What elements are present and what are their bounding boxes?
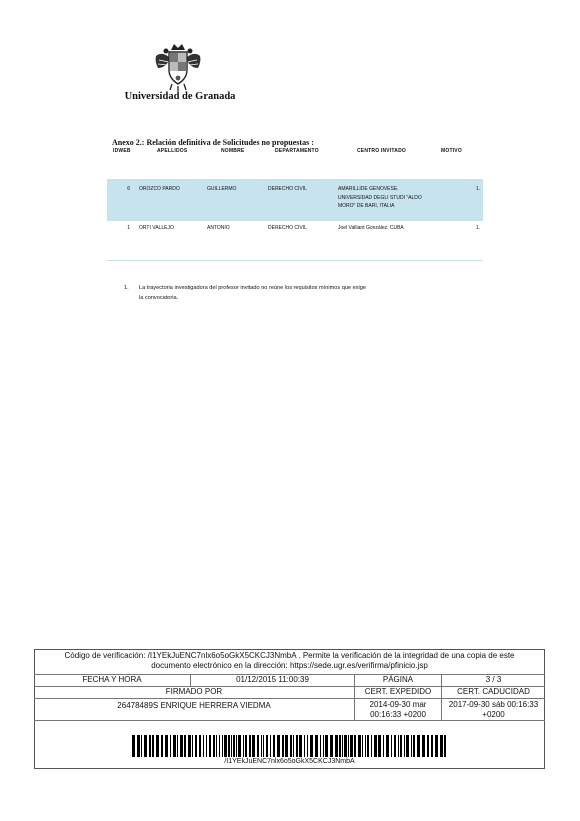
column-header-centro: CENTRO INVITADO — [357, 148, 407, 154]
row-2-nombre: ANTONIO — [207, 225, 230, 231]
firmado-value: 26478489S ENRIQUE HERRERA VIEDMA — [117, 701, 271, 710]
expedido-line: 2014-09-30 mar — [369, 700, 427, 709]
barcode-icon — [132, 735, 447, 757]
fecha-label: FECHA Y HORA — [82, 675, 142, 684]
note-line: la convocatoria. — [139, 295, 179, 301]
barcode-text: /I1YEkJuENC7nlx6o5oGkX5CKCJ3NmbA — [224, 758, 355, 765]
caducidad-line: +0200 — [482, 710, 505, 719]
grid-line — [34, 698, 545, 699]
expedido-line: 00:16:33 +0200 — [370, 710, 426, 719]
row-1-nombre: GUILLERMO — [207, 186, 237, 192]
row-1-departamento: DERECHO CIVIL — [268, 186, 307, 192]
note-number: 1. — [124, 285, 129, 291]
row-2-centro-line: Joel Valliant González. CUBA — [338, 225, 404, 231]
row-1-centro-line: AMARILLIDE GENOVESE. — [338, 186, 399, 192]
pagina-value: 3 / 3 — [485, 675, 502, 684]
column-header-departamento: DEPARTAMENTO — [275, 148, 319, 154]
motivo-note — [124, 283, 464, 303]
row-1-apellidos: OROZCO PARDO — [139, 186, 180, 192]
note-line: La trayectoria investigadora del profesor invitado no reúne los requisitos mínimos que exige — [139, 285, 366, 291]
caducidad-line: 2017-09-30 sáb 00:16:33 — [448, 700, 539, 709]
row-1-idweb: 6 — [127, 186, 130, 192]
expedido-value — [355, 700, 441, 720]
row-1-centro-line: UNIVERSIDAD DEGLI STUDI "ALDO — [338, 194, 422, 201]
fecha-value: 01/12/2015 11:00:39 — [236, 675, 309, 684]
row-1-centro — [338, 185, 456, 211]
column-header-apellidos: APELLIDOS — [157, 148, 188, 154]
row-2-apellidos: ORTI VALLEJO — [139, 225, 174, 231]
caducidad-label: CERT. CADUCIDAD — [457, 687, 530, 696]
university-crest-icon — [150, 42, 206, 92]
pagina-label: PÁGINA — [382, 675, 414, 684]
column-header-motivo: MOTIVO — [441, 148, 462, 154]
verification-code-text — [35, 651, 544, 671]
firmado-label: FIRMADO POR — [165, 687, 223, 696]
caducidad-value — [442, 700, 545, 720]
table-bottom-rule — [107, 260, 483, 261]
row-1-motivo: 1. — [475, 186, 480, 192]
verification-line: Código de verificación: /I1YEkJuENC7nlx6o5oGkX5CKCJ3NmbA . Permite la verificación de la integridad de una copia de este — [64, 651, 515, 660]
row-2-idweb: 1 — [127, 225, 130, 231]
expedido-label: CERT. EXPEDIDO — [364, 687, 432, 696]
row-2-centro — [338, 224, 456, 233]
row-2-departamento: DERECHO CIVIL — [268, 225, 307, 231]
grid-line — [34, 720, 545, 721]
verification-line: documento electrónico en la dirección: https://sede.ugr.es/verifirma/pfinicio.jsp — [151, 661, 428, 670]
row-1-centro-line: MORO" DE BARI, ITALIA — [338, 203, 395, 209]
row-2-motivo: 1. — [475, 225, 480, 231]
column-header-nombre: NOMBRE — [221, 148, 245, 154]
university-name: Universidad de Granada — [124, 91, 236, 102]
annex-title: Anexo 2.: Relación definitiva de Solicitudes no propuestas : — [112, 138, 314, 147]
column-header-idweb: IDWEB — [113, 148, 131, 154]
